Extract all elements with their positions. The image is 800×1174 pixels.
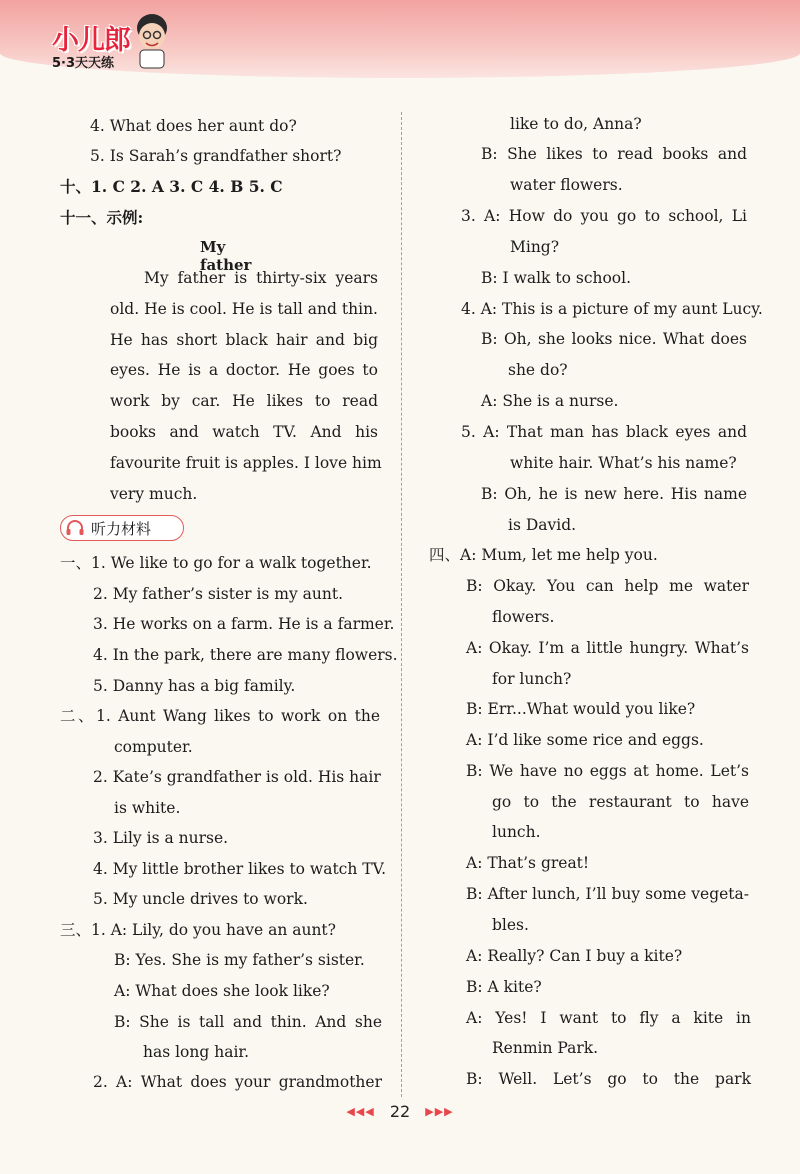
dialogue-line: B: After lunch, I’ll buy some vegeta- [466, 885, 749, 903]
listening-line: 2. Kate’s grandfather is old. His hair [93, 768, 381, 786]
arrows-right-icon: ▶▶▶ [425, 1105, 454, 1118]
section-11-label: 十一、示例: [60, 208, 144, 227]
essay-line: very much. [110, 485, 198, 503]
listening-section-badge [60, 515, 184, 541]
brand-subtitle: 5·3天天练 [52, 56, 115, 71]
page-number: 22 [389, 1102, 411, 1121]
dialogue-line: B: Yes. She is my father’s sister. [114, 951, 365, 969]
listening-line: 3. Lily is a nurse. [93, 829, 229, 847]
mascot-icon [132, 12, 172, 70]
dialogue-line: 三、1. A: Lily, do you have an aunt? [60, 921, 336, 939]
dialogue-line: flowers. [492, 608, 555, 626]
dialogue-line: has long hair. [143, 1043, 250, 1061]
dialogue-line: 四、A: Mum, let me help you. [429, 546, 658, 564]
dialogue-line: 4. A: This is a picture of my aunt Lucy. [461, 300, 763, 318]
dialogue-line: water flowers. [510, 176, 623, 194]
dialogue-line: A: What does she look like? [114, 982, 330, 1000]
dialogue-line: B: She likes to read books and [481, 145, 747, 163]
dialogue-line: lunch. [492, 823, 541, 841]
dialogue-line: B: Okay. You can help me water [466, 577, 749, 595]
listening-line: 5. My uncle drives to work. [93, 890, 308, 908]
page-footer [0, 1102, 800, 1121]
dialogue-line: for lunch? [492, 670, 572, 688]
dialogue-line: B: Oh, she looks nice. What does [481, 330, 747, 348]
column-divider [401, 112, 402, 1097]
answers-section-10: 十、1. C 2. A 3. C 4. B 5. C [60, 177, 283, 196]
dialogue-line: A: Really? Can I buy a kite? [466, 947, 683, 965]
header-banner [0, 0, 800, 78]
dialogue-line: B: We have no eggs at home. Let’s [466, 762, 749, 780]
dialogue-line: she do? [508, 361, 568, 379]
dialogue-line: go to the restaurant to have [492, 793, 749, 811]
question-5: 5. Is Sarah’s grandfather short? [90, 147, 342, 165]
dialogue-line: Renmin Park. [492, 1039, 599, 1057]
dialogue-line: white hair. What’s his name? [510, 454, 737, 472]
dialogue-line: A: Yes! I want to fly a kite in [466, 1009, 751, 1027]
listening-line: 一、1. We like to go for a walk together. [60, 554, 372, 572]
dialogue-line: B: I walk to school. [481, 269, 632, 287]
dialogue-line: A: Okay. I’m a little hungry. What’s [466, 639, 749, 657]
dialogue-line: B: Well. Let’s go to the park [466, 1070, 751, 1088]
dialogue-line: like to do, Anna? [510, 115, 642, 133]
arrows-left-icon: ◀◀◀ [346, 1105, 375, 1118]
listening-line: 二、1. Aunt Wang likes to work on the [60, 707, 380, 725]
headphones-icon [65, 519, 85, 537]
question-4: 4. What does her aunt do? [90, 117, 297, 135]
listening-line: is white. [114, 799, 181, 817]
listening-section-title: 听力材料 [91, 520, 152, 538]
essay-line: My father is thirty-six years [144, 269, 378, 287]
listening-line: 4. My little brother likes to watch TV. [93, 860, 387, 878]
dialogue-line: 3. A: How do you go to school, Li [461, 207, 747, 225]
listening-line: 3. He works on a farm. He is a farmer. [93, 615, 395, 633]
dialogue-line: A: I’d like some rice and eggs. [466, 731, 704, 749]
brand-logo: 小儿郎 [52, 25, 130, 56]
essay-line: books and watch TV. And his [110, 423, 378, 441]
essay-line: He has short black hair and big [110, 331, 378, 349]
dialogue-line: is David. [508, 516, 577, 534]
dialogue-line: 2. A: What does your grandmother [93, 1073, 382, 1091]
dialogue-line: A: She is a nurse. [481, 392, 619, 410]
essay-line: eyes. He is a doctor. He goes to [110, 361, 378, 379]
dialogue-line: 5. A: That man has black eyes and [461, 423, 747, 441]
dialogue-line: bles. [492, 916, 529, 934]
listening-line: computer. [114, 738, 193, 756]
dialogue-line: B: She is tall and thin. And she [114, 1013, 382, 1031]
essay-line: work by car. He likes to read [110, 392, 378, 410]
dialogue-line: B: A kite? [466, 978, 542, 996]
listening-line: 5. Danny has a big family. [93, 677, 296, 695]
essay-line: favourite fruit is apples. I love him [110, 454, 382, 472]
dialogue-line: A: That’s great! [466, 854, 590, 872]
essay-title: My father [200, 238, 252, 274]
listening-line: 2. My father’s sister is my aunt. [93, 585, 344, 603]
dialogue-line: Ming? [510, 238, 560, 256]
listening-line: 4. In the park, there are many flowers. [93, 646, 398, 664]
dialogue-line: B: Oh, he is new here. His name [481, 485, 747, 503]
essay-line: old. He is cool. He is tall and thin. [110, 300, 378, 318]
dialogue-line: B: Err...What would you like? [466, 700, 696, 718]
